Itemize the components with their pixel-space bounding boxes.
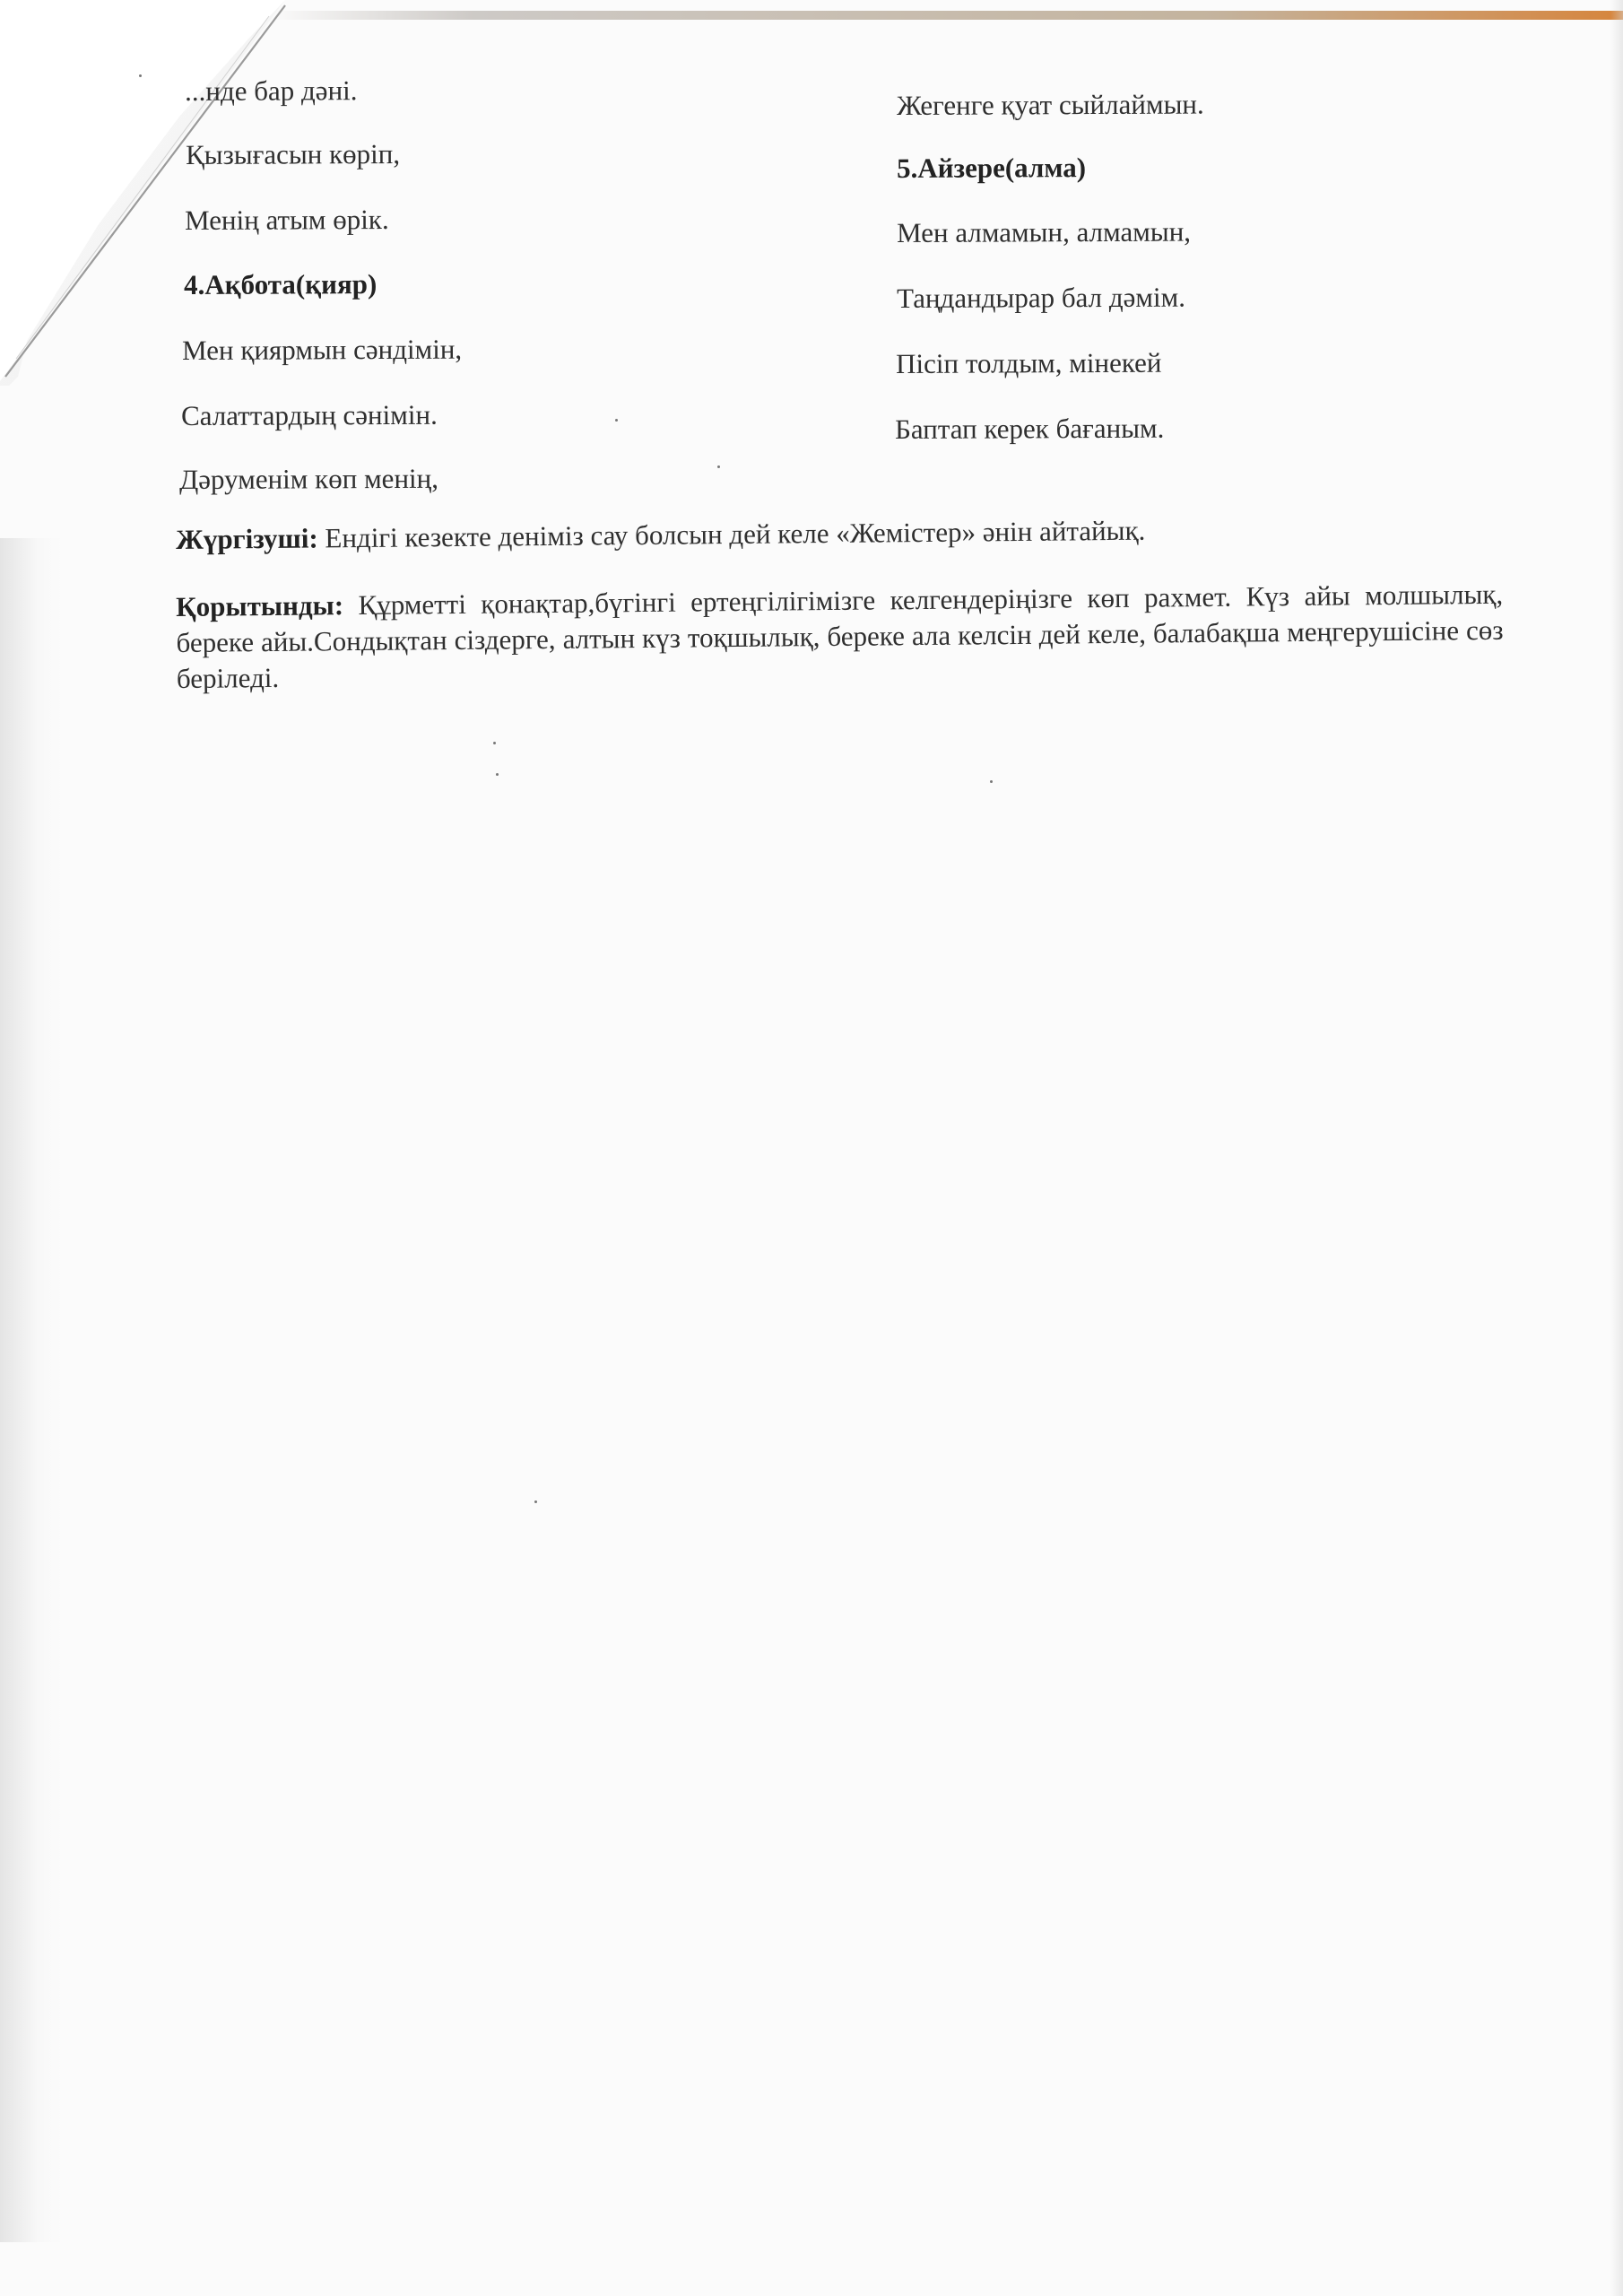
scan-left-edge-shadow	[0, 538, 63, 2242]
scan-speck	[990, 780, 993, 783]
right-line-4: Пісіп толдым, мінекей	[896, 346, 1162, 379]
right-line-1: Жегенге қуат сыйлаймын.	[897, 88, 1204, 121]
presenter-paragraph	[176, 509, 1503, 558]
folded-corner	[0, 0, 296, 386]
conclusion-text: Құрметті қонақтар,бүгінгі ертеңгілігімізге келгендеріңізге көп рахмет. Күз айы молшылық, береке айы.Сондықтан сіздерге, алтын күз тоқшылық, береке ала келсін дей келе, балабақша меңгерушісіне сөз беріледі.	[176, 578, 1504, 694]
left-line-3: Менің атым өрік.	[185, 204, 389, 236]
scan-speck	[139, 74, 142, 77]
presenter-label: Жүргізуші:	[176, 522, 318, 555]
scan-speck	[493, 742, 496, 744]
scan-speck	[534, 1500, 537, 1503]
scan-top-edge	[269, 11, 1623, 20]
right-line-3: Таңдандырар бал дәмім.	[897, 281, 1186, 314]
left-line-5: Салаттардың сәнімін.	[181, 398, 438, 431]
left-heading: 4.Ақбота(қияр)	[184, 268, 378, 300]
scan-speck	[717, 465, 720, 468]
left-line-6: Дәруменім көп менің,	[179, 462, 439, 495]
left-line-2: Қызығасын көріп,	[186, 137, 401, 170]
left-line-4: Мен қиярмын сәндімін,	[182, 333, 463, 366]
right-heading: 5.Айзере(алма)	[897, 152, 1087, 184]
right-line-2: Мен алмамын, алмамын,	[897, 215, 1192, 248]
left-line-1: ...нде бар дәні.	[185, 74, 358, 107]
right-line-5: Баптап керек бағаным.	[895, 412, 1165, 445]
presenter-text: Ендігі кезекте деніміз сау болсын дей келе «Жемістер» әнін айтайық.	[317, 514, 1146, 554]
scan-speck	[496, 773, 499, 776]
conclusion-label: Қорытынды:	[176, 589, 344, 622]
scan-right-edge-shadow	[1610, 0, 1623, 2296]
conclusion-paragraph	[176, 577, 1504, 697]
scan-speck	[615, 419, 618, 422]
